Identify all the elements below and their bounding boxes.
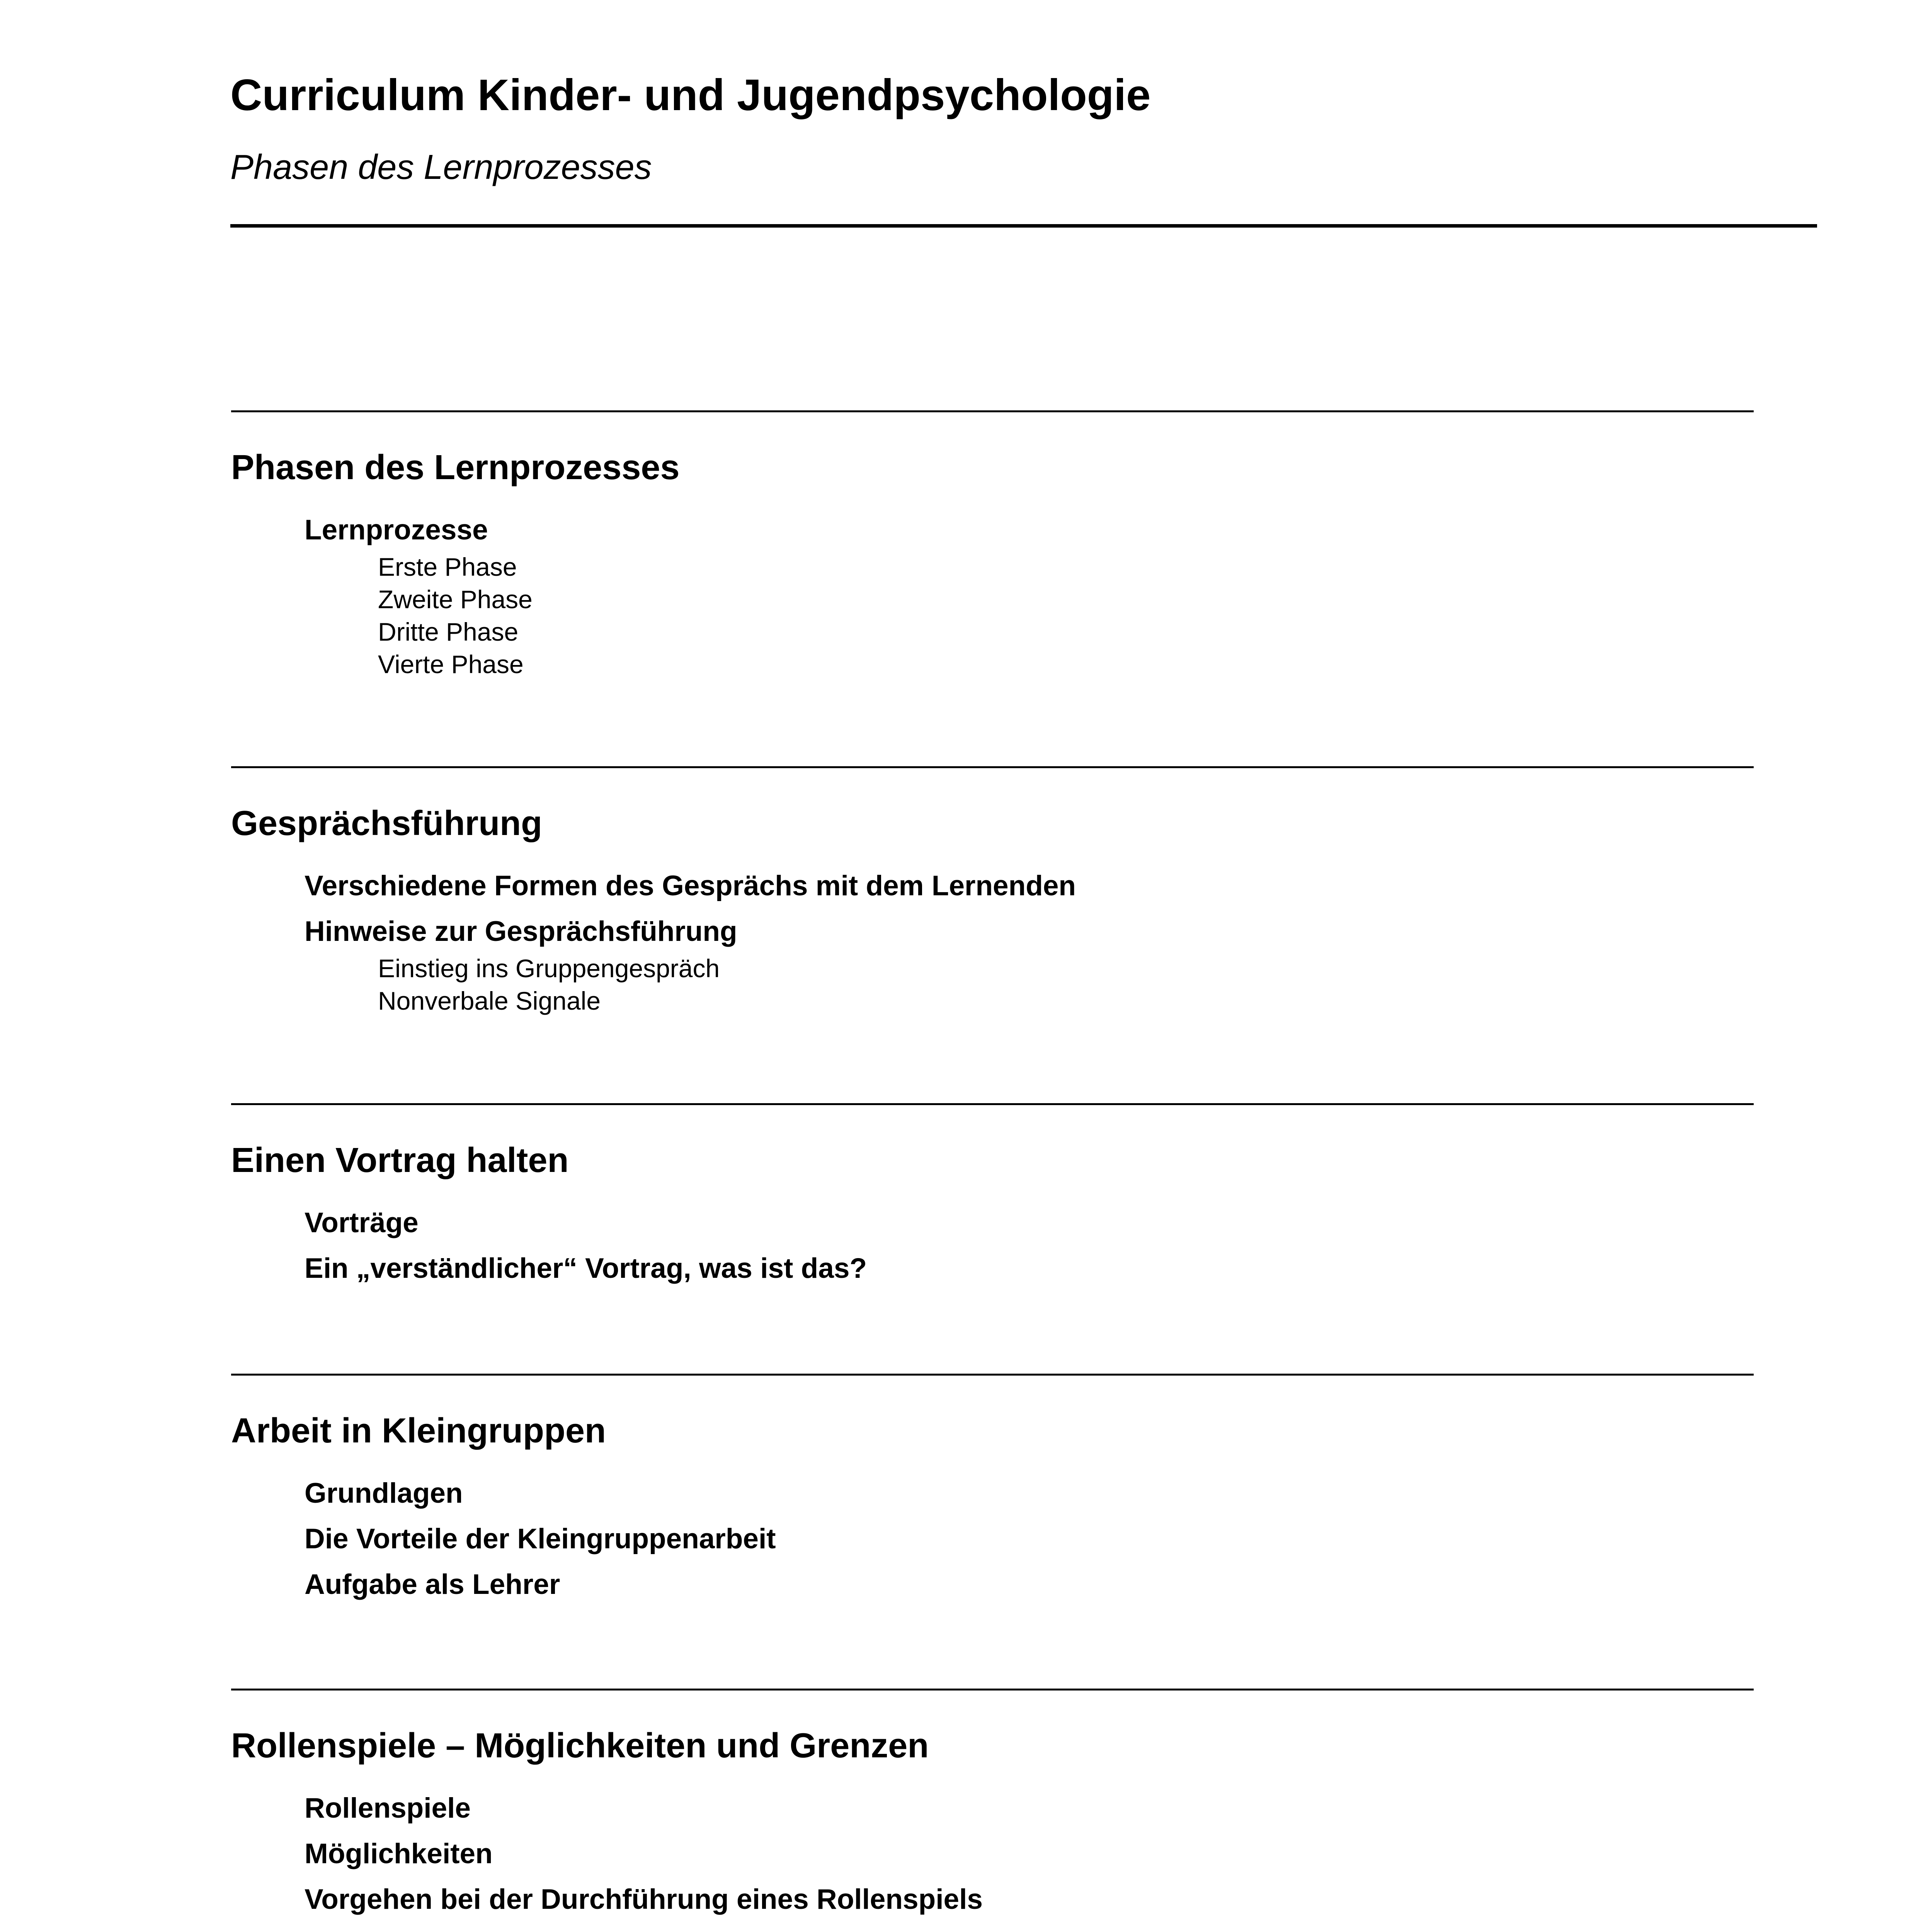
- section-title: Rollenspiele – Möglichkeiten und Grenzen: [231, 1726, 929, 1765]
- section-item-list: [231, 507, 1754, 680]
- section-title: Phasen des Lernprozesses: [231, 448, 680, 487]
- page-title: Curriculum Kinder- und Jugendpsychologie: [230, 71, 1151, 120]
- section: [231, 410, 1754, 680]
- sub-item: Nonverbale Signale: [378, 986, 601, 1015]
- item-title: Rollenspiele: [305, 1793, 471, 1824]
- list-item: [305, 1877, 1754, 1922]
- section: [231, 1374, 1754, 1607]
- section-title: Einen Vortrag halten: [231, 1141, 569, 1180]
- list-item: [305, 863, 1754, 909]
- list-item: [305, 1831, 1754, 1877]
- item-title: Ein „verständlicher“ Vortrag, was ist das?: [305, 1253, 867, 1284]
- header-divider: [230, 224, 1817, 228]
- sub-item-list: [378, 952, 1754, 1017]
- list-item: [305, 1562, 1754, 1607]
- section-title: Arbeit in Kleingruppen: [231, 1412, 606, 1450]
- section-item-list: [231, 1786, 1754, 1922]
- section-divider: [231, 1689, 1754, 1690]
- sub-item: Vierte Phase: [378, 650, 524, 679]
- section-title: Gesprächsführung: [231, 804, 543, 843]
- list-item: [305, 1200, 1754, 1246]
- sub-item: Zweite Phase: [378, 585, 533, 614]
- section-divider: [231, 410, 1754, 412]
- section: [231, 766, 1754, 1017]
- section-item-list: [231, 1200, 1754, 1291]
- list-item: [305, 1471, 1754, 1516]
- sub-item: Einstieg ins Gruppengespräch: [378, 954, 720, 983]
- sub-item: Erste Phase: [378, 553, 517, 581]
- list-item: [305, 1246, 1754, 1291]
- sub-item-list: [378, 551, 1754, 680]
- item-title: Aufgabe als Lehrer: [305, 1569, 560, 1600]
- section-item-list: [231, 1471, 1754, 1607]
- sub-item: Dritte Phase: [378, 617, 519, 646]
- section-divider: [231, 1374, 1754, 1376]
- section: [231, 1103, 1754, 1291]
- item-title: Hinweise zur Gesprächsführung: [305, 916, 737, 947]
- section: [231, 1689, 1754, 1922]
- section-item-list: [231, 863, 1754, 1017]
- list-item: [305, 1516, 1754, 1562]
- item-title: Lernprozesse: [305, 514, 488, 546]
- list-item: [305, 1786, 1754, 1831]
- section-divider: [231, 1103, 1754, 1105]
- list-item: [305, 909, 1754, 1017]
- page-subtitle: Phasen des Lernprozesses: [230, 148, 652, 187]
- section-divider: [231, 766, 1754, 768]
- item-title: Vorgehen bei der Durchführung eines Rollenspiels: [305, 1884, 983, 1915]
- item-title: Möglichkeiten: [305, 1838, 493, 1869]
- item-title: Die Vorteile der Kleingruppenarbeit: [305, 1523, 776, 1554]
- item-title: Verschiedene Formen des Gesprächs mit dem Lernenden: [305, 870, 1076, 901]
- item-title: Grundlagen: [305, 1478, 463, 1509]
- list-item: [305, 507, 1754, 680]
- item-title: Vorträge: [305, 1207, 419, 1238]
